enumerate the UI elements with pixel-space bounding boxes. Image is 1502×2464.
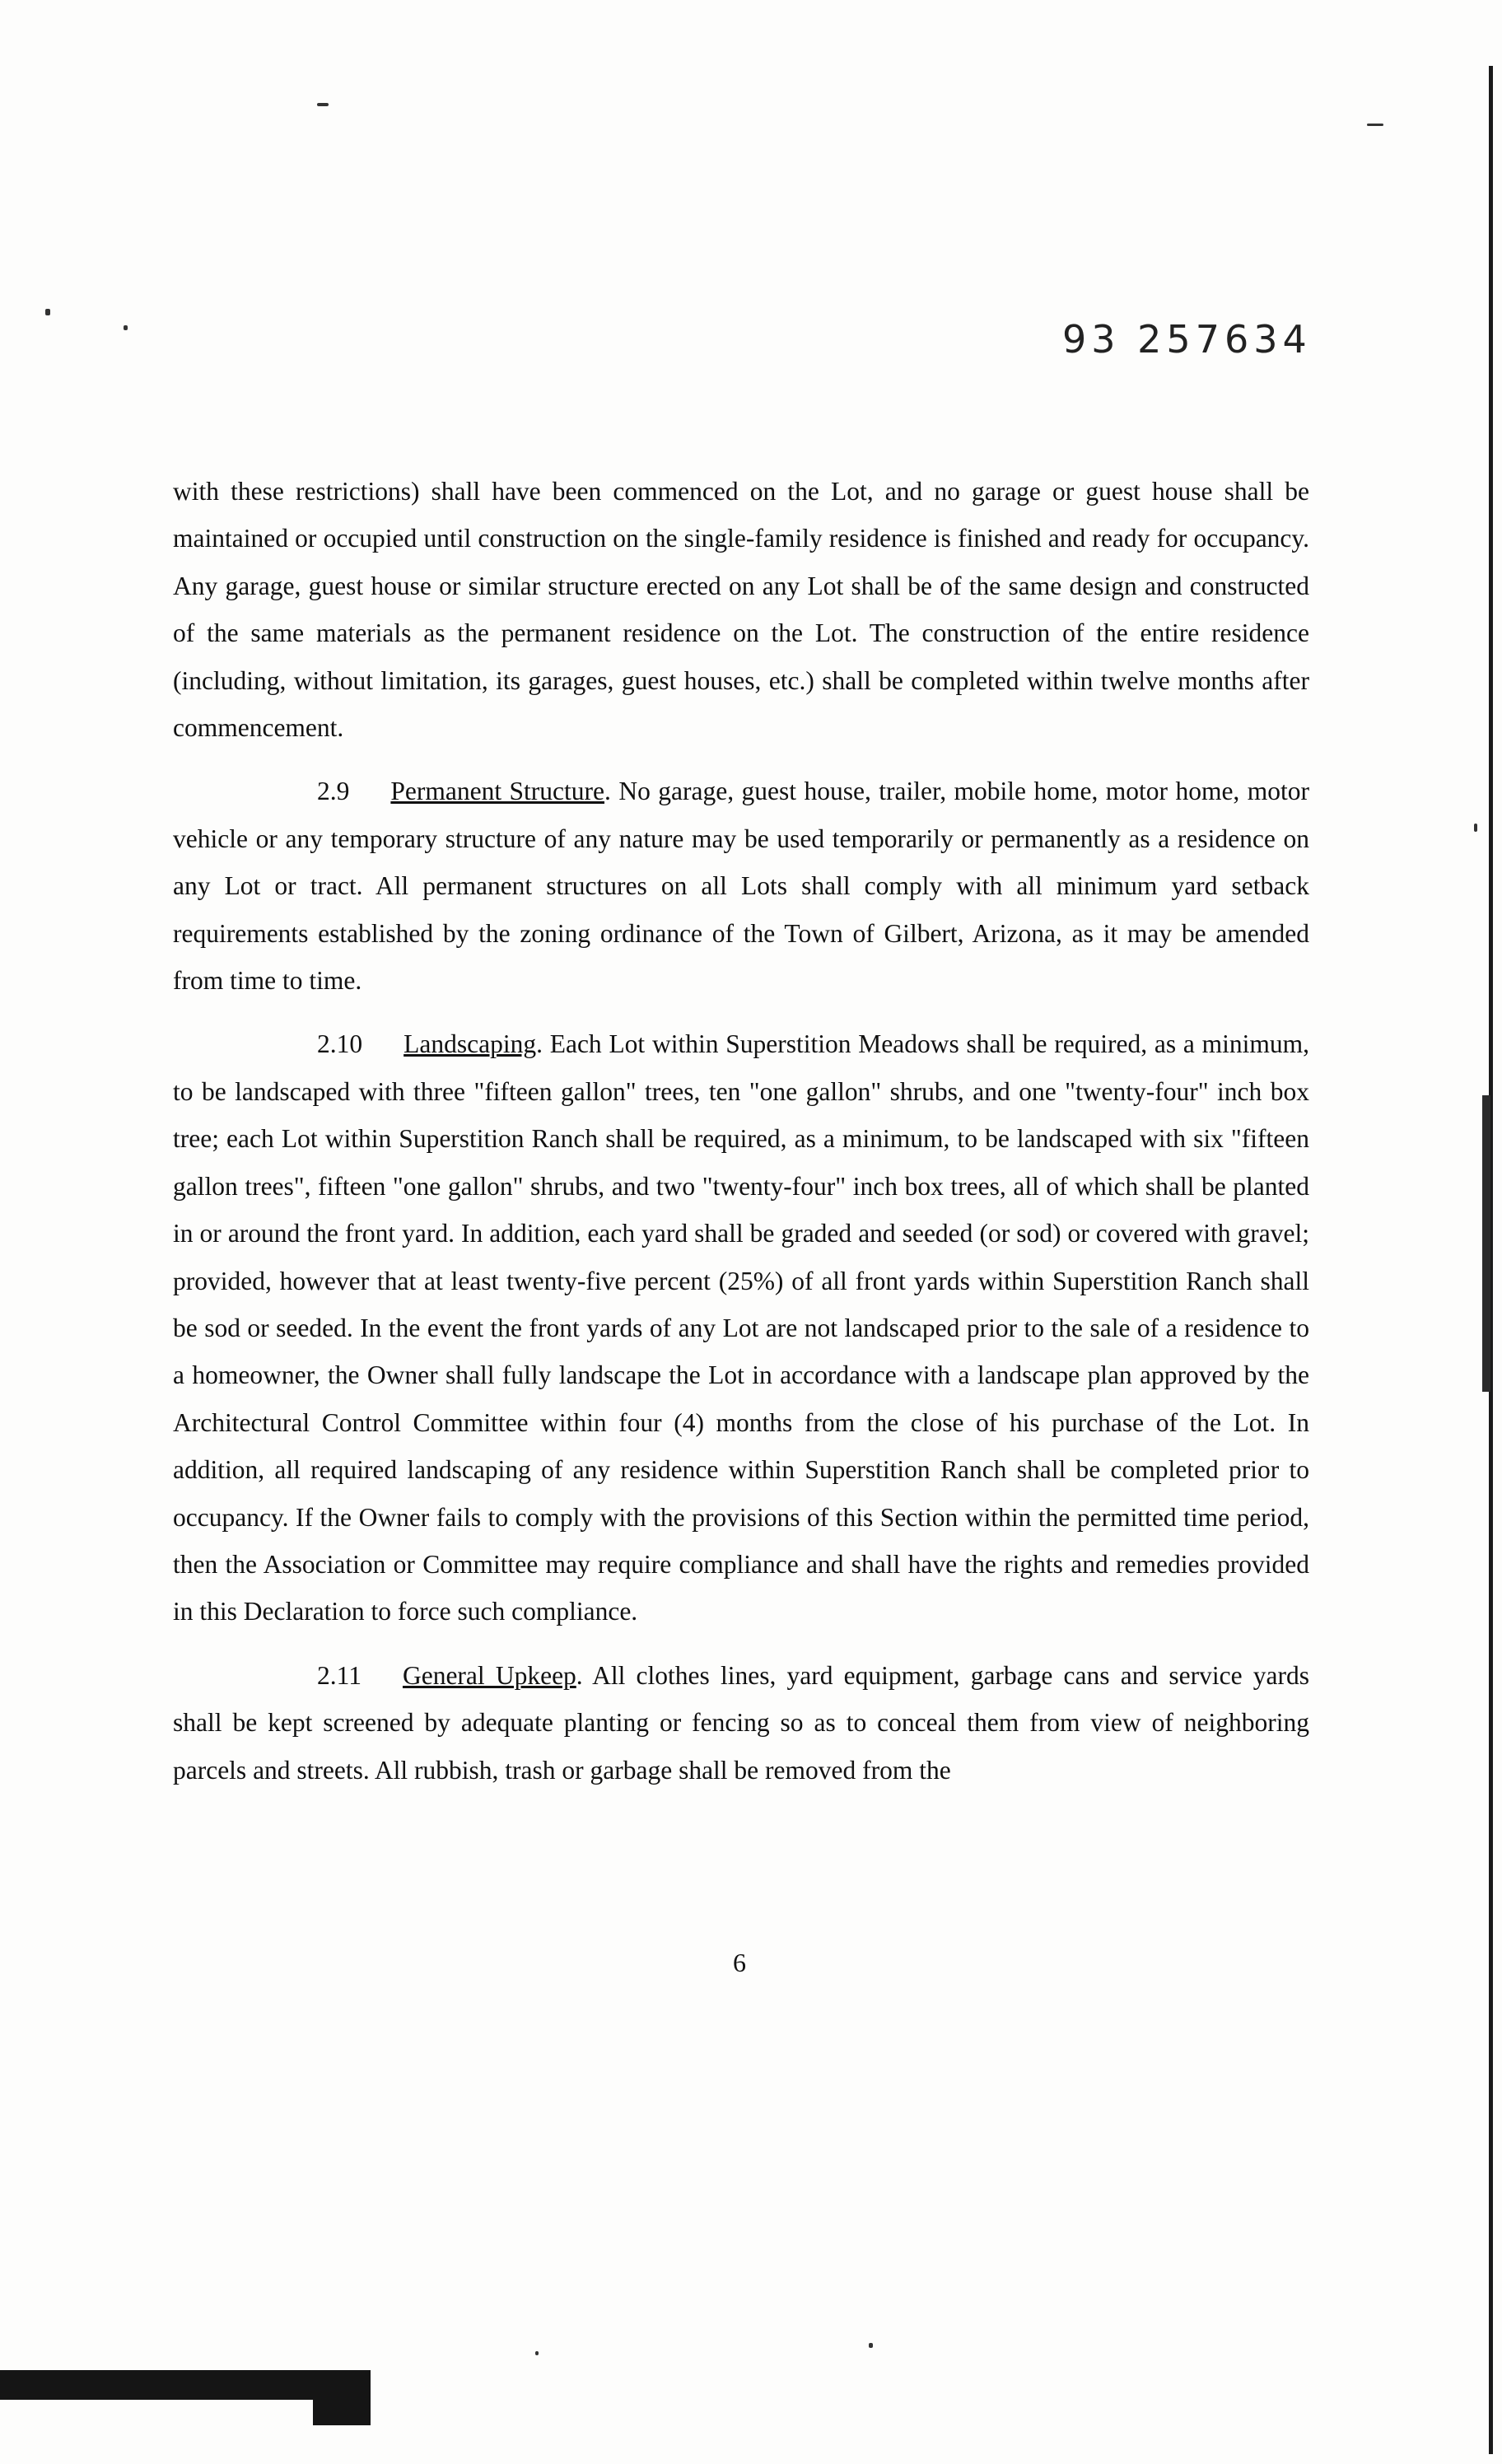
section-2-11 <box>173 1652 1309 1794</box>
section-2-9 <box>173 768 1309 1004</box>
section-text: . Each Lot within Superstition Meadows shall be required, as a minimum, to be landscaped with three "fifteen gallon" trees, ten "one gallon" shrubs, and one "twenty-four" inch box tree; each Lot within Superstition Ranch shall be required, as a minimum, to be landscaped with six "fifteen gallon trees", fifteen "one gallon" shrubs, and two "twenty-four" inch box trees, all of which shall be planted in or around the front yard. In addition, each yard shall be graded and seeded (or sod) or covered with gravel; provided, however that at least twenty-five percent (25%) of all front yards within Superstition Ranch shall be sod or seeded. In the event the front yards of any Lot are not landscaped prior to the sale of a residence to a homeowner, the Owner shall fully landscape the Lot in accordance with a landscape plan approved by the Architectural Control Committee within four (4) months from the close of his purchase of the Lot. In addition, all required landscaping of any residence within Superstition Ranch shall be completed prior to occupancy. If the Owner fails to comply with the provisions of this Section within the permitted time period, then the Association or Committee may require compliance and shall have the rights and remedies provided in this Declaration to force such compliance. <box>173 1029 1309 1626</box>
section-number: 2.11 <box>317 1660 362 1690</box>
section-title: General Upkeep <box>402 1660 576 1690</box>
recording-number: 93 257634 <box>1062 317 1312 362</box>
scan-speck <box>45 309 50 315</box>
section-2-10 <box>173 1020 1309 1635</box>
scan-speck <box>124 325 128 330</box>
scan-speck <box>869 2343 873 2348</box>
scan-speck <box>1474 824 1477 832</box>
section-number: 2.9 <box>317 777 350 806</box>
section-number: 2.10 <box>317 1029 363 1059</box>
section-text: . All clothes lines, yard equipment, garbage cans and service yards shall be kept screened by adequate planting or fencing so as to conceal them from view of neighboring parcels and streets. All rubbish, trash or garbage shall be removed from the <box>173 1660 1309 1785</box>
scan-speck <box>317 103 329 106</box>
scan-edge-artifact <box>1482 1095 1490 1392</box>
scan-speck <box>535 2351 539 2355</box>
section-title: Landscaping <box>403 1029 537 1059</box>
section-text: . No garage, guest house, trailer, mobile home, motor home, motor vehicle or any temporary structure of any nature may be used temporarily or permanently as a residence on any Lot or tract. All permanent structures on all Lots shall comply with all minimum yard setback requirements established by the zoning ordinance of the Town of Gilbert, Arizona, as it may be amended from time to time. <box>173 777 1309 996</box>
continuation-paragraph: with these restrictions) shall have been commenced on the Lot, and no garage or guest house shall be maintained or occupied until construction on the single-family residence is finished and ready for occupancy. Any garage, guest house or similar structure erected on any Lot shall be of the same design and constructed of the same materials as the permanent residence on the Lot. The construction of the entire residence (including, without limitation, its garages, guest houses, etc.) shall be completed within twelve months after commencement. <box>173 477 1309 743</box>
scan-bottom-artifact <box>313 2392 371 2425</box>
scan-speck <box>1367 124 1383 126</box>
section-title: Permanent Structure <box>390 777 604 806</box>
page-number: 6 <box>733 1948 746 1977</box>
document-body <box>173 468 1309 1810</box>
